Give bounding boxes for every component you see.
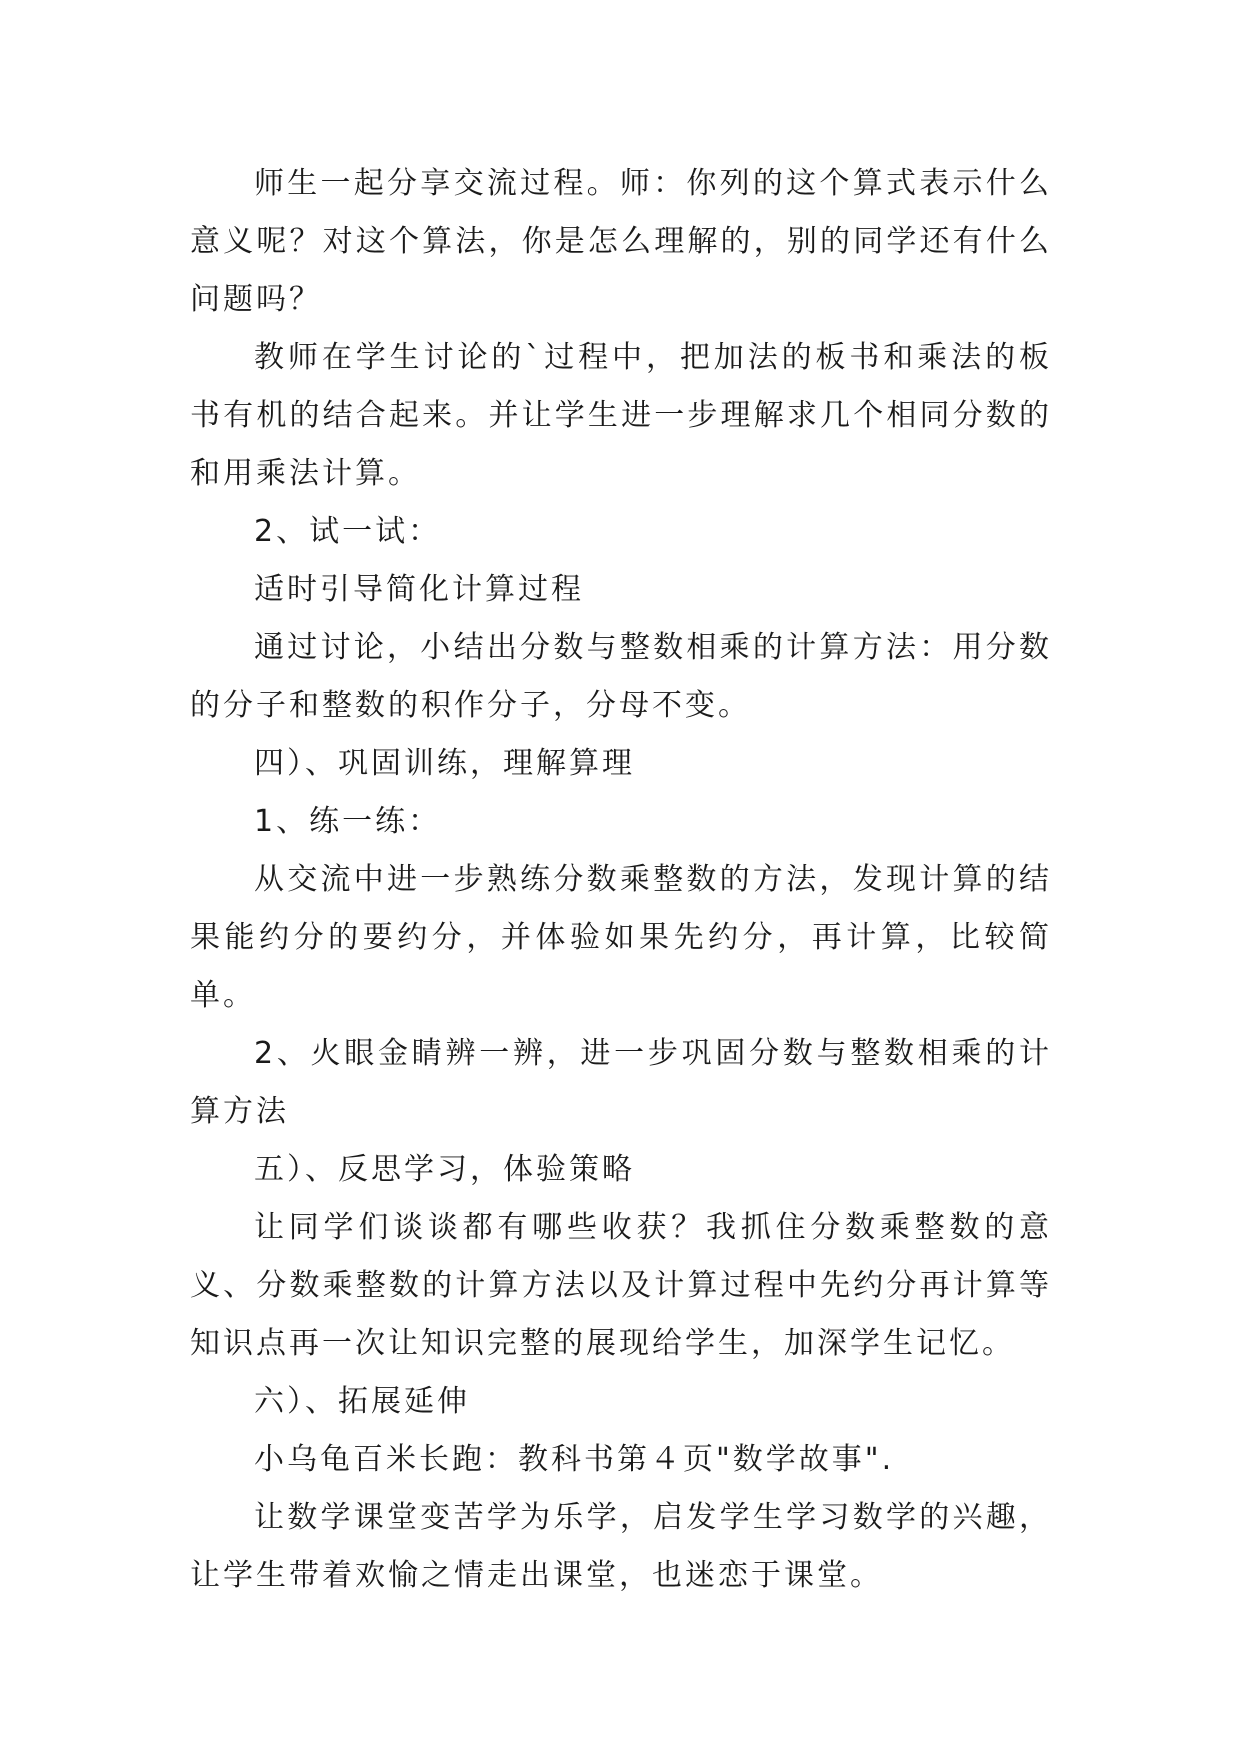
paragraph-discussion: 师生一起分享交流过程。师：你列的这个算式表示什么意义呢？对这个算法，你是怎么理解的，别的同学还有什么问题吗？ [190,166,1052,317]
paragraph-blackboard: 教师在学生讨论的`过程中，把加法的板书和乘法的板书有机的结合起来。并让学生进一步理解求几个相同分数的和用乘法计算。 [190,340,1052,491]
section-heading-consolidation: 四）、巩固训练，理解算理 [254,746,635,781]
paragraph-try-heading: 2、试一试： [254,514,442,549]
section-heading-reflection: 五）、反思学习，体验策略 [254,1152,635,1187]
paragraph-identify: 2、火眼金睛辨一辨，进一步巩固分数与整数相乘的计算方法 [190,1036,1052,1129]
document-page [190,155,1052,1605]
paragraph-practice: 从交流中进一步熟练分数乘整数的方法，发现计算的结果能约分的要约分，并体验如果先约分，再计算，比较简单。 [190,862,1052,1013]
paragraph-method: 通过讨论，小结出分数与整数相乘的计算方法：用分数的分子和整数的积作分子，分母不变。 [190,630,1052,723]
paragraph-reflection: 让同学们谈谈都有哪些收获？我抓住分数乘整数的意义、分数乘整数的计算方法以及计算过程中先约分再计算等知识点再一次让知识完整的展现给学生，加深学生记忆。 [190,1210,1052,1361]
section-heading-extension: 六）、拓展延伸 [254,1384,470,1419]
paragraph-conclusion: 让数学课堂变苦学为乐学，启发学生学习数学的兴趣，让学生带着欢愉之情走出课堂，也迷恋于课堂。 [190,1500,1052,1593]
paragraph-practice-heading: 1、练一练： [254,804,442,839]
paragraph-story: 小乌龟百米长跑：教科书第４页"数学故事". [254,1442,895,1477]
paragraph-simplify: 适时引导简化计算过程 [254,572,584,607]
